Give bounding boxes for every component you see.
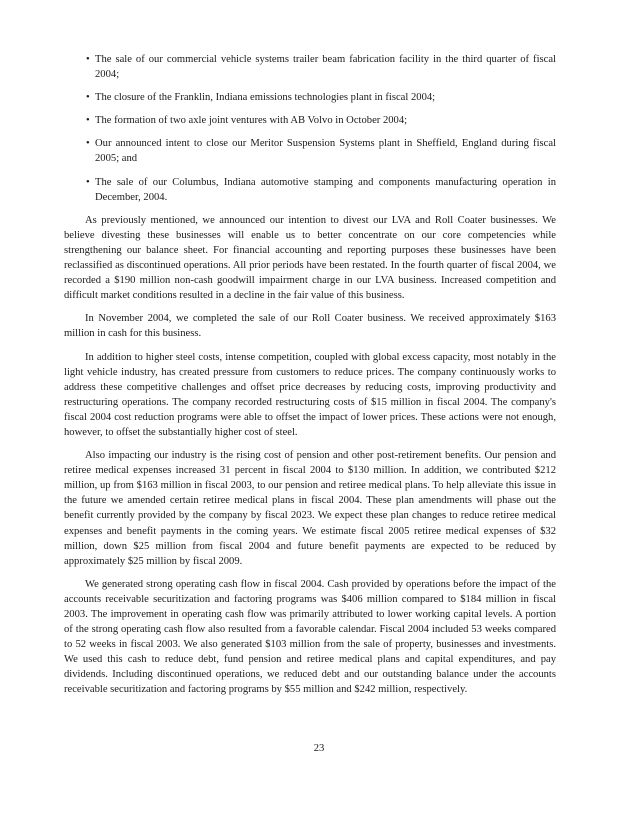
bullet-dot-icon: •	[86, 138, 90, 150]
bullet-dot-icon: •	[86, 176, 90, 188]
bullet-dot-icon: •	[86, 115, 90, 127]
bullet-text: Our announced intent to close our Meritor Suspension Systems plant in Sheffield, England during fiscal 2005; and	[95, 138, 556, 165]
bullet-text: The sale of our Columbus, Indiana automotive stamping and components manufacturing operation in December, 2004.	[95, 176, 556, 203]
bullet-item	[64, 136, 556, 166]
document-page	[64, 52, 556, 706]
paragraph-pension-costs: Also impacting our industry is the rising cost of pension and other post-retirement benefits. Our pension and retiree medical expenses increased 31 percent in fiscal 2004 to $130 million. In addition, we contributed $212 million, up from $163 million in fiscal 2003, to our pension and retiree medical plans. To help alleviate this issue in the future we amended certain retiree medical plans in fiscal 2004. These plan amendments will phase out the benefit currently provided by the company by fiscal 2023. We expect these plan changes to reduce retiree medical expenses and benefit payments in the coming years. We estimate fiscal 2005 retiree medical expenses of $32 million, down $25 million from fiscal 2004 and future benefit payments are expected to be reduced by approximately $25 million by fiscal 2009.	[64, 450, 556, 567]
bullet-item	[64, 52, 556, 82]
bullet-dot-icon: •	[86, 54, 90, 65]
paragraph-operating-cash-flow: We generated strong operating cash flow in fiscal 2004. Cash provided by operations before the impact of the accounts receivable securitization and factoring programs was $406 million compared to $184 million in fiscal 2003. The improvement in operating cash flow was primarily attributed to lower working capital levels. A portion of the strong operating cash flow also resulted from a favorable calendar. Fiscal 2004 included 53 weeks compared to 52 weeks in fiscal 2003. We also generated $103 million from the sale of property, businesses and investments. We used this cash to reduce debt, fund pension and retiree medical plans and capital expenditures, and pay dividends. Including discontinued operations, we reduced debt and our outstanding balance under the accounts receivable securitization and factoring programs by $55 million and $242 million, respectively.	[64, 578, 556, 696]
bullet-text: The closure of the Franklin, Indiana emissions technologies plant in fiscal 2004;	[95, 92, 436, 104]
paragraph-divestiture: As previously mentioned, we announced our intention to divest our LVA and Roll Coater businesses. We believe divesting these businesses will enable us to better concentrate on our core competencies while strengthening our balance sheet. For financial accounting and reporting purposes these businesses have been reclassified as discontinued operations. All prior periods have been restated. In the fourth quarter of fiscal 2004, we recorded a $190 million non-cash goodwill impairment charge in our LVA business. Increased competition and difficult market conditions resulted in a decline in the fair value of this business.	[64, 214, 556, 302]
page-number: 23	[313, 743, 325, 754]
bullet-text: The formation of two axle joint ventures with AB Volvo in October 2004;	[95, 115, 408, 127]
bullet-text: The sale of our commercial vehicle systems trailer beam fabrication facility in the third quarter of fiscal 2004;	[95, 54, 556, 81]
bullet-dot-icon: •	[86, 92, 90, 104]
bullet-list	[64, 52, 556, 205]
bullet-item	[64, 175, 556, 205]
bullet-item	[64, 113, 556, 128]
bullet-item	[64, 90, 556, 105]
paragraph-cost-pressure: In addition to higher steel costs, intense competition, coupled with global excess capacity, most notably in the light vehicle industry, has created pressure from customers to reduce prices. The company continuously works to address these competitive challenges and offset price decreases by reducing costs, improving productivity and restructuring operations. The company recorded restructuring costs of $15 million in fiscal 2004. The company's fiscal 2004 cost reduction programs were able to offset the impact of lower prices. These actions were not enough, however, to offset the substantially higher cost of steel.	[64, 351, 556, 438]
paragraph-roll-coater-sale: In November 2004, we completed the sale of our Roll Coater business. We received approximately $163 million in cash for this business.	[64, 313, 556, 340]
